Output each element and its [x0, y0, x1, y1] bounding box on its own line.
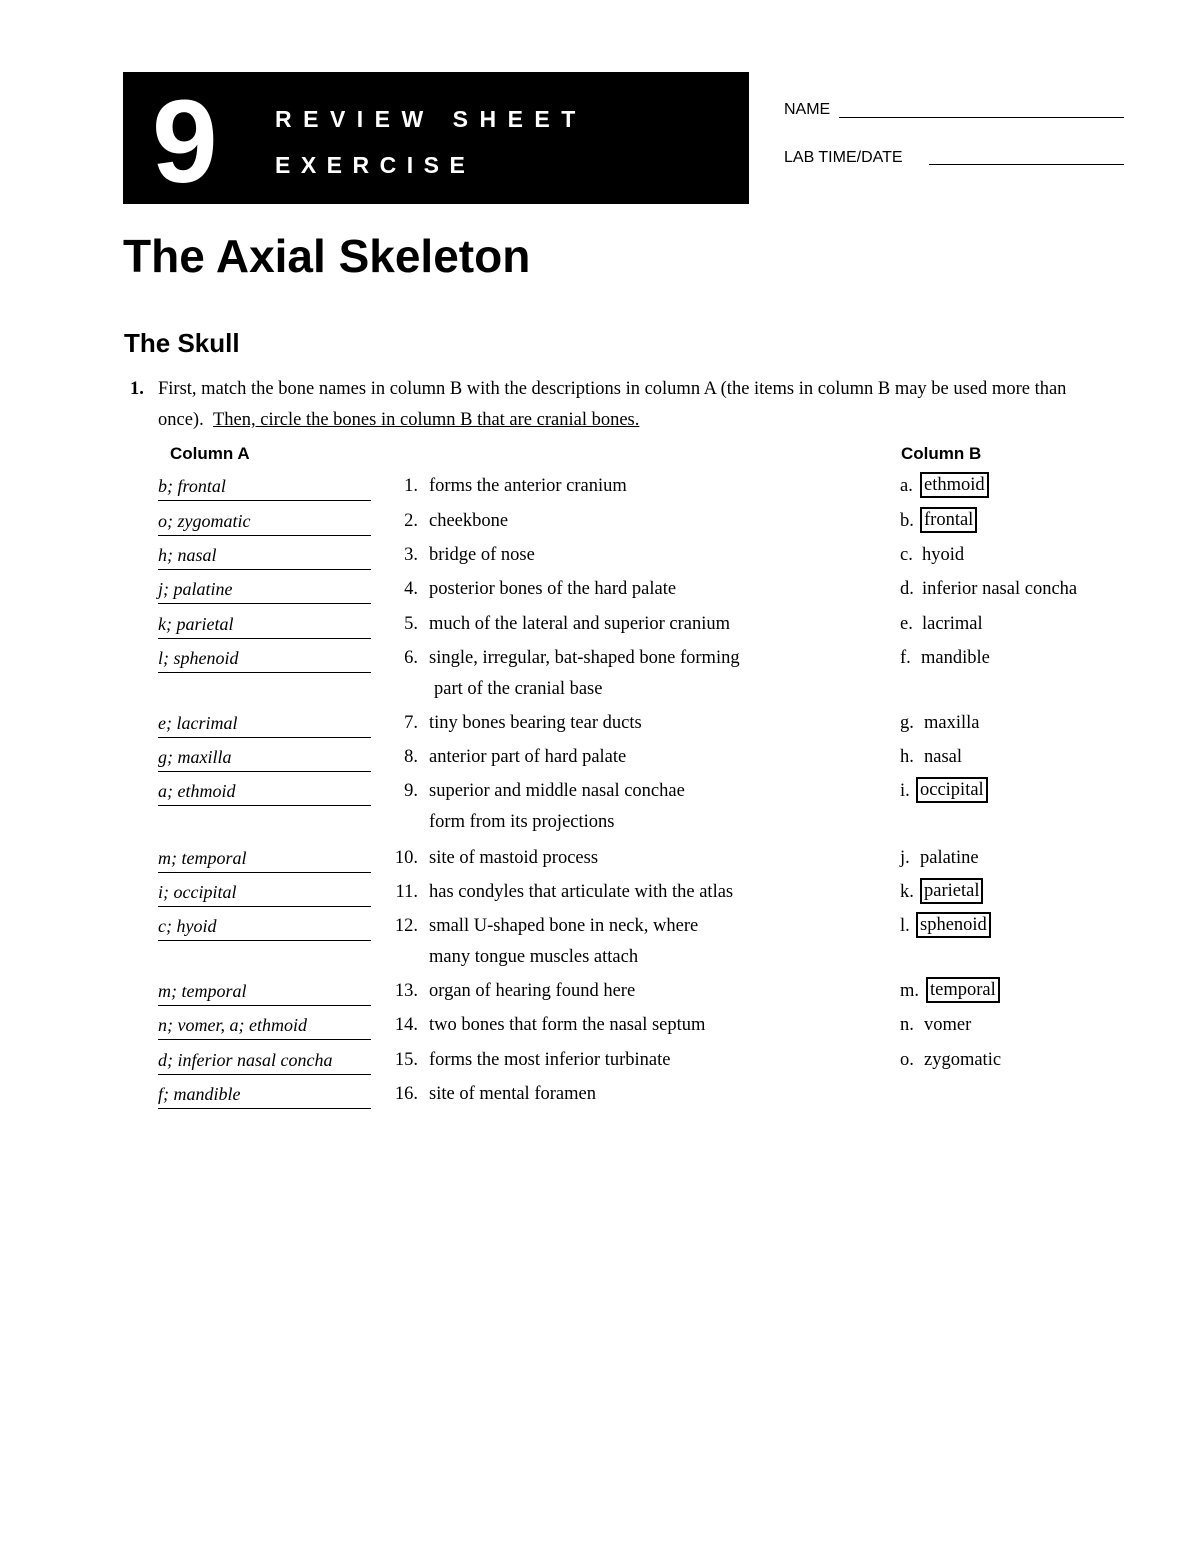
column-b-bone: inferior nasal concha: [922, 579, 1078, 599]
column-a-header: Column A: [170, 444, 250, 463]
answer-field[interactable]: m; temporal: [158, 979, 371, 1006]
item-number: 1.: [404, 476, 418, 496]
column-b-letter: c.: [900, 545, 913, 565]
answer-field[interactable]: d; inferior nasal concha: [158, 1048, 371, 1075]
table-row: [0, 577, 1200, 611]
item-number: 5.: [404, 614, 418, 634]
column-b-letter: i.: [900, 781, 910, 801]
column-b-letter: o.: [900, 1050, 914, 1070]
table-row: [0, 846, 1200, 880]
item-number: 3.: [404, 545, 418, 565]
column-b-letter: a.: [900, 476, 913, 496]
item-description-continued: form from its projections: [429, 812, 615, 832]
column-b-letter: h.: [900, 747, 914, 767]
labtime-label: LAB TIME/DATE: [784, 149, 903, 166]
column-b-bone: mandible: [921, 648, 990, 668]
answer-field[interactable]: j; palatine: [158, 577, 371, 604]
table-row: [0, 543, 1200, 577]
question-text-line1: First, match the bone names in column B with the descriptions in column A (the items in column B may be used more than: [158, 379, 1067, 399]
item-number: 2.: [404, 511, 418, 531]
column-b-header: Column B: [901, 444, 982, 463]
cranial-bone-circled: occipital: [916, 777, 988, 803]
exercise-label: EXERCISE: [275, 152, 476, 178]
column-b-letter: g.: [900, 713, 914, 733]
answer-field[interactable]: o; zygomatic: [158, 509, 371, 536]
item-number: 14.: [394, 1015, 418, 1035]
answer-field[interactable]: n; vomer, a; ethmoid: [158, 1013, 371, 1040]
cranial-bone-circled: parietal: [920, 878, 983, 904]
name-field[interactable]: [839, 117, 1124, 118]
column-b-letter: d.: [900, 579, 914, 599]
item-number: 4.: [404, 579, 418, 599]
answer-field[interactable]: f; mandible: [158, 1082, 371, 1109]
question-text-line2: once).: [158, 410, 204, 430]
answer-field[interactable]: g; maxilla: [158, 745, 371, 772]
table-row: [0, 745, 1200, 779]
item-description-continued: part of the cranial base: [434, 679, 603, 699]
column-b-letter: j.: [900, 848, 910, 868]
item-description: site of mental foramen: [429, 1084, 596, 1104]
column-b-letter: f.: [900, 648, 911, 668]
answer-field[interactable]: l; sphenoid: [158, 646, 371, 673]
item-description: much of the lateral and superior cranium: [429, 614, 731, 634]
item-description: single, irregular, bat-shaped bone forming: [429, 648, 740, 668]
item-description: bridge of nose: [429, 545, 535, 565]
column-b-letter: m.: [900, 981, 920, 1001]
exercise-number: 9: [152, 76, 218, 208]
table-row: [0, 914, 1200, 967]
answer-field[interactable]: b; frontal: [158, 474, 371, 501]
item-description-continued: many tongue muscles attach: [429, 947, 639, 967]
table-row: [0, 979, 1200, 1013]
answer-field[interactable]: h; nasal: [158, 543, 371, 570]
cranial-bone-circled: frontal: [920, 507, 977, 533]
item-description: forms the most inferior turbinate: [429, 1050, 671, 1070]
column-b-letter: e.: [900, 614, 913, 634]
table-row: [0, 1013, 1200, 1047]
table-row: [0, 612, 1200, 646]
column-b-letter: b.: [900, 511, 914, 531]
item-number: 7.: [404, 713, 418, 733]
item-number: 10.: [394, 848, 418, 868]
section-title: The Skull: [124, 328, 240, 358]
answer-field[interactable]: c; hyoid: [158, 914, 371, 941]
item-number: 15.: [394, 1050, 418, 1070]
answer-field[interactable]: k; parietal: [158, 612, 371, 639]
item-description: small U-shaped bone in neck, where: [429, 916, 699, 936]
table-row: [0, 509, 1200, 543]
item-description: organ of hearing found here: [429, 981, 636, 1001]
item-number: 6.: [404, 648, 418, 668]
item-description: has condyles that articulate with the atlas: [429, 882, 734, 902]
item-number: 8.: [404, 747, 418, 767]
table-row: [0, 474, 1200, 508]
column-b-letter: k.: [900, 882, 914, 902]
cranial-bone-circled: sphenoid: [916, 912, 991, 938]
item-description: superior and middle nasal conchae: [429, 781, 685, 801]
item-number: 11.: [395, 882, 418, 902]
item-number: 13.: [394, 981, 418, 1001]
review-sheet-label: REVIEW SHEET: [275, 106, 587, 132]
table-row: [0, 1048, 1200, 1082]
column-b-bone: hyoid: [922, 545, 965, 565]
cranial-bone-circled: ethmoid: [920, 472, 989, 498]
answer-field[interactable]: m; temporal: [158, 846, 371, 873]
item-number: 12.: [394, 916, 418, 936]
table-row: [0, 646, 1200, 699]
column-b-bone: nasal: [924, 747, 963, 767]
answer-field[interactable]: e; lacrimal: [158, 711, 371, 738]
question-instruction: Then, circle the bones in column B that are cranial bones.: [213, 410, 640, 430]
item-description: posterior bones of the hard palate: [429, 579, 677, 599]
answer-field[interactable]: i; occipital: [158, 880, 371, 907]
item-number: 9.: [404, 781, 418, 801]
page-title: The Axial Skeleton: [123, 230, 531, 282]
cranial-bone-circled: temporal: [926, 977, 1000, 1003]
item-description: tiny bones bearing tear ducts: [429, 713, 642, 733]
item-description: cheekbone: [429, 511, 509, 531]
item-description: two bones that form the nasal septum: [429, 1015, 706, 1035]
name-label: NAME: [784, 101, 831, 118]
column-b-bone: lacrimal: [922, 614, 983, 634]
column-b-letter: n.: [900, 1015, 914, 1035]
table-row: [0, 1082, 1200, 1116]
column-b-bone: zygomatic: [924, 1050, 1002, 1070]
table-row: [0, 880, 1200, 914]
column-b-bone: palatine: [920, 848, 979, 868]
column-b-bone: vomer: [924, 1015, 972, 1035]
item-description: site of mastoid process: [429, 848, 599, 868]
column-b-bone: maxilla: [924, 713, 980, 733]
answer-field[interactable]: a; ethmoid: [158, 779, 371, 806]
table-row: [0, 711, 1200, 745]
item-description: anterior part of hard palate: [429, 747, 627, 767]
item-number: 16.: [394, 1084, 418, 1104]
question-number: 1.: [130, 379, 144, 399]
table-row: [0, 779, 1200, 832]
column-b-letter: l.: [900, 916, 910, 936]
labtime-field[interactable]: [929, 164, 1124, 165]
item-description: forms the anterior cranium: [429, 476, 627, 496]
